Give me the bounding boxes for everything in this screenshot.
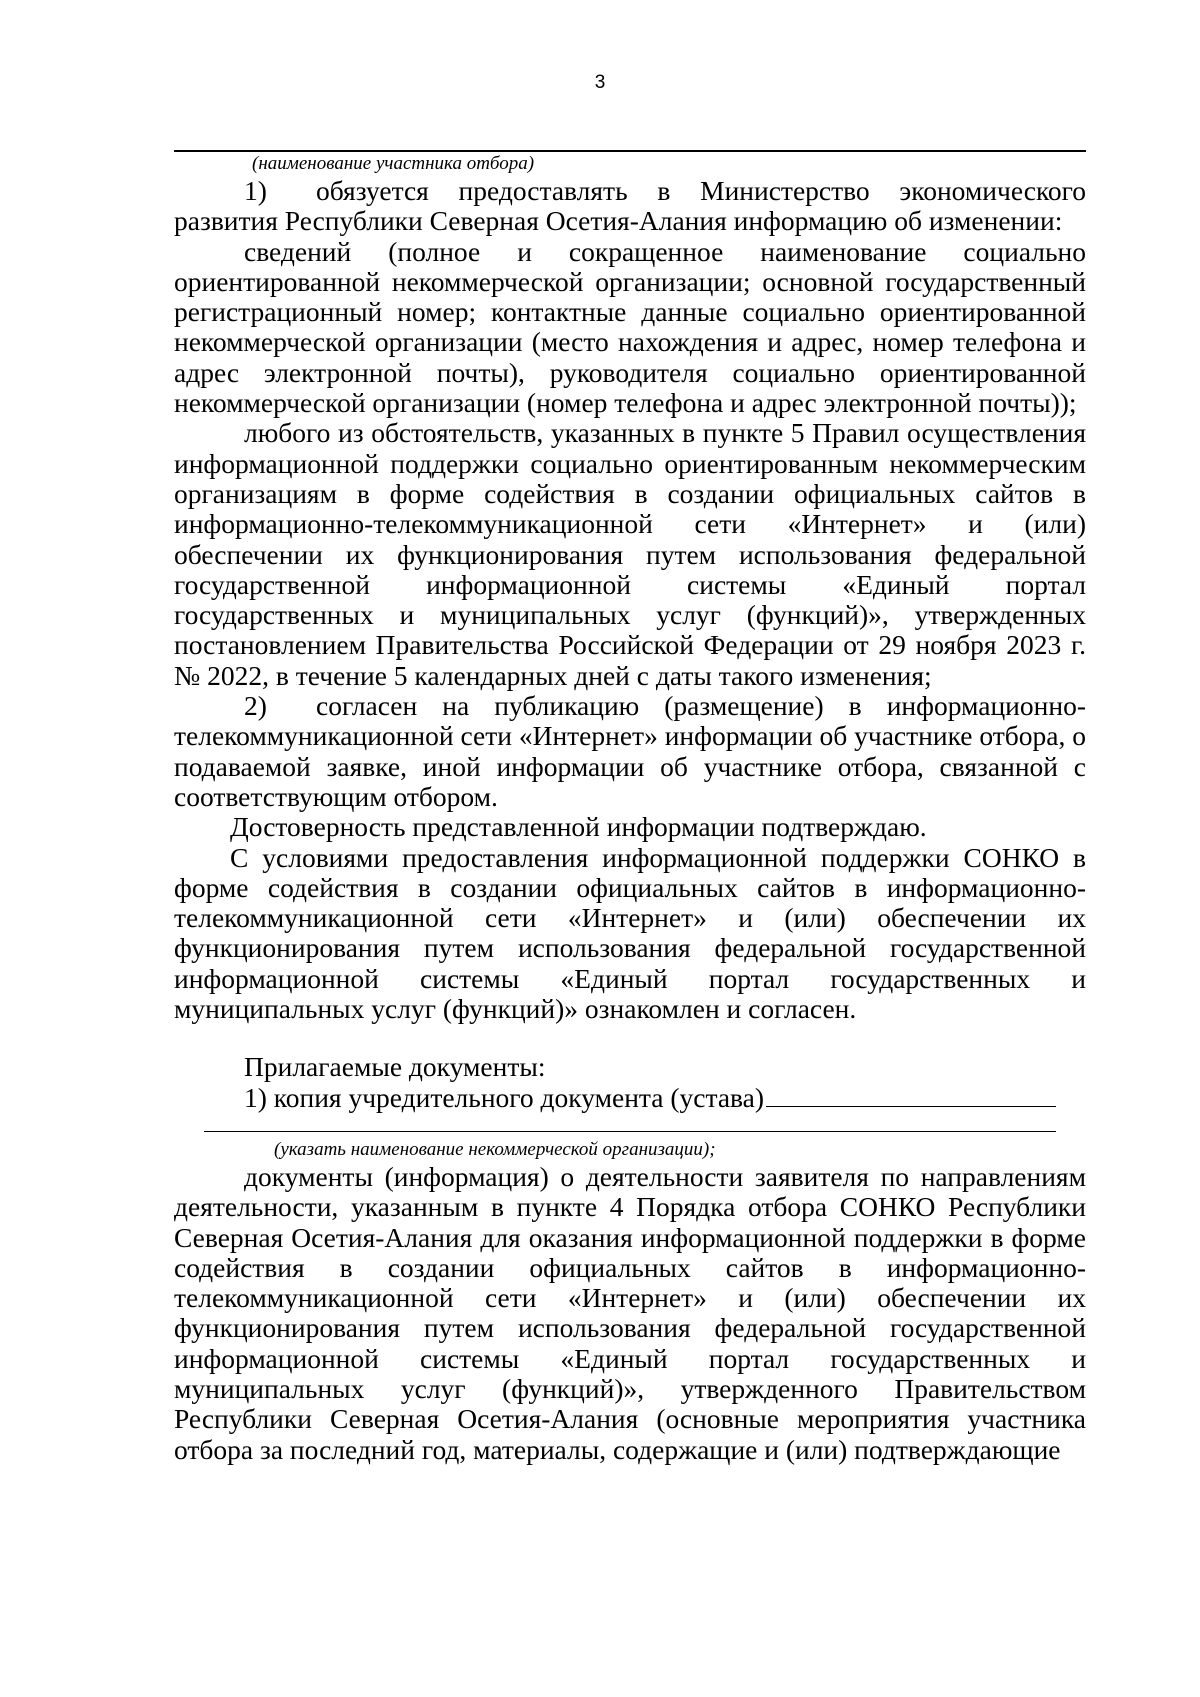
list-item-1-text: обязуется предоставлять в Министерство экономического развития Республики Северная Осетия-Алания информацию об изменении: bbox=[174, 175, 1086, 237]
page-number: 3 bbox=[594, 72, 606, 93]
list-item-1-number: 1) bbox=[244, 175, 267, 206]
participant-caption: (наименование участника отбора) bbox=[252, 153, 535, 174]
org-caption: (указать наименование некоммерческой организации); bbox=[274, 1138, 716, 1160]
document-body bbox=[174, 150, 1086, 1465]
org-name-line bbox=[204, 1131, 1056, 1132]
list-item-1 bbox=[174, 176, 1086, 237]
attachments-title: Прилагаемые документы: bbox=[244, 1051, 546, 1083]
list-item-2-text: согласен на публикацию (размещение) в информационно-телекоммуникационной сети «Интернет» информации об участнике отбора, о подаваемой заявке, иной информации об участнике отбора, связанной с соответствующим отбором. bbox=[174, 690, 1086, 812]
paragraph-dostovernost: Достоверность представленной информации подтверждаю. bbox=[230, 811, 927, 843]
paragraph-lyubogo: любого из обстоятельств, указанных в пункте 5 Правил осуществления информационной поддержки социально ориентированным некоммерческим организациям в форме содействия в создании официальных сайтов в информационно-телекоммуникационной сети «Интернет» и (или) обеспечении их функционирования путем использования федеральной государственной информационной системы «Единый портал государственных и муниципальных услуг (функций)», утвержденных постановлением Правительства Российской Федерации от 29 ноября 2023 г. № 2022, в течение 5 календарных дней с даты такого изменения; bbox=[174, 417, 1086, 691]
attachment-item-1-text: 1) копия учредительного документа (устава) bbox=[244, 1081, 765, 1113]
attachment-item-1 bbox=[174, 1083, 1086, 1113]
list-item-2 bbox=[174, 691, 1086, 812]
spacer bbox=[174, 1024, 1086, 1052]
paragraph-usloviya: С условиями предоставления информационной поддержки СОНКО в форме содействия в создании официальных сайтов в информационно-телекоммуникационной сети «Интернет» и (или) обеспечении их функционирования путем использования федеральной государственной информационной системы «Единый портал государственных и муниципальных услуг (функций)» ознакомлен и согласен. bbox=[174, 841, 1086, 1025]
attachment-fill-line bbox=[766, 1084, 1056, 1107]
paragraph-dokumenty: документы (информация) о деятельности заявителя по направлениям деятельности, указанным в пункте 4 Порядка отбора СОНКО Республики Северная Осетия-Алания для оказания информационной поддержки в форме содействия в создании официальных сайтов в информационно-телекоммуникационной сети «Интернет» и (или) обеспечении их функционирования путем использования федеральной государственной информационной системы «Единый портал государственных и муниципальных услуг (функций)», утвержденного Правительством Республики Северная Осетия-Алания (основные мероприятия участника отбора за последний год, материалы, содержащие и (или) подтверждающие bbox=[174, 1160, 1086, 1465]
list-item-2-number: 2) bbox=[244, 690, 267, 722]
paragraph-svedeniy: сведений (полное и сокращенное наименование социально ориентированной некоммерческой организации; основной государственный регистрационный номер; контактные данные социально ориентированной некоммерческой организации (место нахождения и адрес, номер телефона и адрес электронной почты), руководителя социально ориентированной некоммерческой организации (номер телефона и адрес электронной почты)); bbox=[174, 235, 1086, 419]
